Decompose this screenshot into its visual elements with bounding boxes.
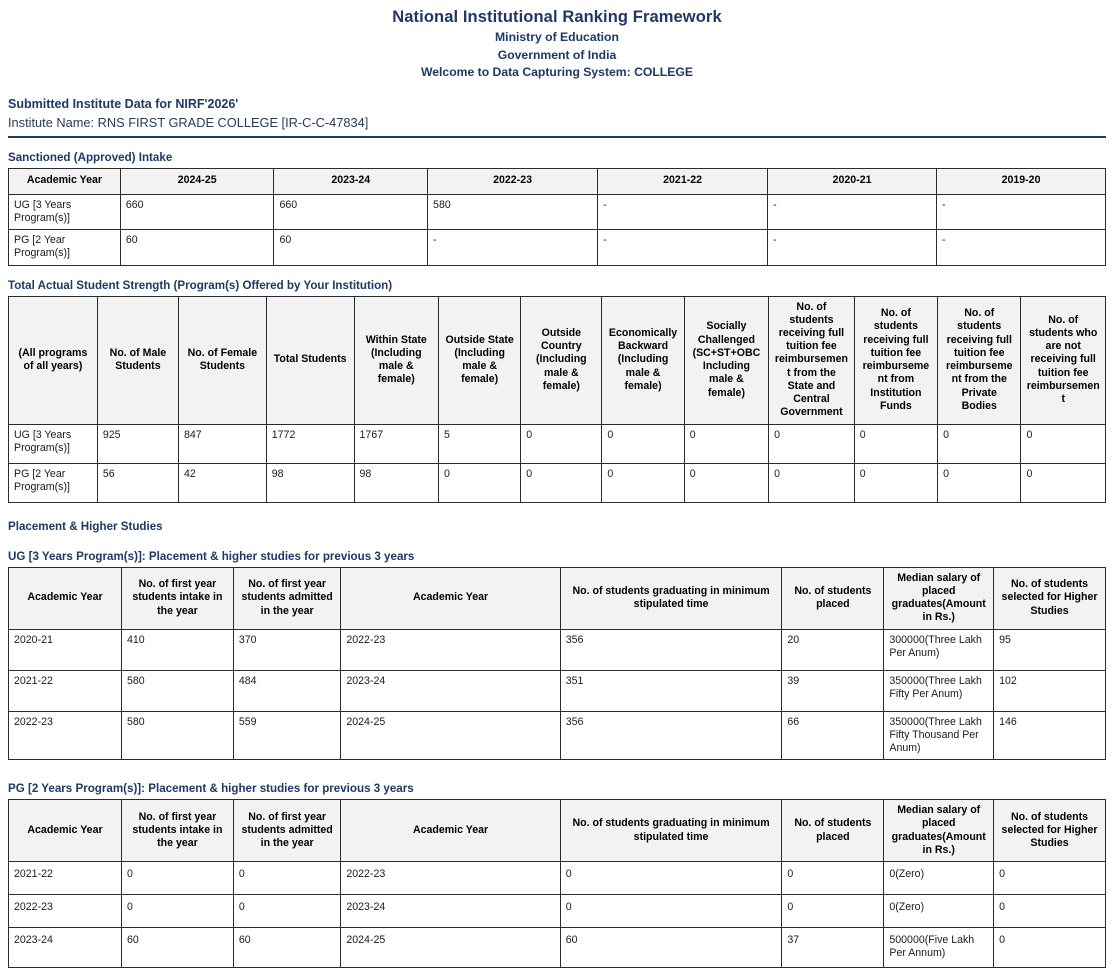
ug-placement-cell-7: 102 (994, 670, 1106, 711)
placement-section-heading: Placement & Higher Studies (8, 519, 163, 533)
strength-cell-4: 98 (354, 463, 438, 502)
pg-placement-cell-3: 2023-24 (341, 895, 560, 928)
strength-cell-9: 0 (769, 463, 855, 502)
intake-cell-5: - (768, 194, 937, 229)
pg-placement-cell-0: 2023-24 (9, 928, 122, 967)
intake-cell-1: 60 (120, 230, 274, 265)
table-row (9, 895, 1106, 928)
pg-placement-cell-1: 0 (121, 895, 233, 928)
strength-cell-1: 56 (97, 463, 178, 502)
ug-placement-cell-6: 350000(Three Lakh Fifty Per Anum) (884, 670, 994, 711)
intake-col-header-6: 2019-20 (937, 168, 1106, 194)
table-header-row (9, 296, 1106, 424)
intake-col-header-2: 2023-24 (274, 168, 428, 194)
table-row (9, 463, 1106, 502)
table-row (9, 424, 1106, 463)
pg-placement-cell-3: 2024-25 (341, 928, 560, 967)
strength-cell-7: 0 (602, 424, 684, 463)
ug-placement-cell-5: 66 (782, 711, 884, 760)
strength-col-header-5: Outside State (Including male & female) (438, 296, 520, 424)
submitted-info-block (8, 95, 1106, 137)
intake-col-header-0: Academic Year (9, 168, 121, 194)
page-title: National Institutional Ranking Framework (392, 8, 722, 26)
pg-placement-cell-4: 60 (560, 928, 782, 967)
strength-col-header-1: No. of Male Students (97, 296, 178, 424)
strength-col-header-0: (All programs of all years) (9, 296, 98, 424)
table-row (9, 629, 1106, 670)
pg-placement-cell-4: 0 (560, 862, 782, 895)
table-body (9, 862, 1106, 967)
welcome-label: Welcome to Data Capturing System: COLLEGE (420, 64, 693, 79)
strength-cell-8: 0 (684, 424, 768, 463)
table-row (9, 194, 1106, 229)
table-row (9, 711, 1106, 760)
intake-cell-3: 580 (428, 194, 598, 229)
ug-placement-cell-0: 2020-21 (9, 629, 122, 670)
pg-placement-cell-2: 0 (233, 862, 341, 895)
ug-placement-cell-1: 580 (121, 711, 233, 760)
strength-cell-11: 0 (938, 463, 1021, 502)
table-header-row (9, 567, 1106, 629)
pg-placement-cell-7: 0 (994, 928, 1106, 967)
student-strength-table (8, 296, 1106, 503)
intake-cell-1: 660 (120, 194, 274, 229)
pg-placement-cell-3: 2022-23 (341, 862, 560, 895)
intake-cell-0: UG [3 Years Program(s)] (9, 194, 121, 229)
ug-placement-col-header-1: No. of first year students intake in the year (121, 567, 233, 629)
table-header-row (9, 168, 1106, 194)
strength-cell-7: 0 (602, 463, 684, 502)
ug-placement-cell-5: 39 (782, 670, 884, 711)
ug-placement-cell-2: 559 (233, 711, 341, 760)
strength-cell-5: 0 (438, 463, 520, 502)
strength-cell-8: 0 (684, 463, 768, 502)
strength-cell-2: 42 (179, 463, 267, 502)
ug-placement-cell-0: 2021-22 (9, 670, 122, 711)
pg-placement-cell-0: 2021-22 (9, 862, 122, 895)
strength-cell-1: 925 (97, 424, 178, 463)
sanctioned-intake-table (8, 168, 1106, 266)
table-body (9, 424, 1106, 502)
intake-cell-2: 660 (274, 194, 428, 229)
strength-col-header-7: Economically Backward (Including male & female) (602, 296, 684, 424)
ug-placement-table (8, 567, 1106, 761)
pg-placement-col-header-7: No. of students selected for Higher Studies (994, 800, 1106, 862)
pg-placement-col-header-3: Academic Year (341, 800, 560, 862)
table-body (9, 629, 1106, 760)
ug-placement-col-header-0: Academic Year (9, 567, 122, 629)
pg-placement-cell-2: 0 (233, 895, 341, 928)
table-body (9, 194, 1106, 265)
intake-col-header-4: 2021-22 (598, 168, 768, 194)
pg-placement-cell-7: 0 (994, 862, 1106, 895)
pg-placement-cell-1: 0 (121, 862, 233, 895)
strength-col-header-9: No. of students receiving full tuition fee reimbursement from the State and Central Government (769, 296, 855, 424)
ug-placement-cell-0: 2022-23 (9, 711, 122, 760)
ug-placement-cell-5: 20 (782, 629, 884, 670)
ug-placement-col-header-3: Academic Year (341, 567, 560, 629)
strength-cell-4: 1767 (354, 424, 438, 463)
intake-cell-3: - (428, 230, 598, 265)
ug-placement-cell-3: 2022-23 (341, 629, 560, 670)
strength-col-header-11: No. of students receiving full tuition fee reimbursement from the Private Bodies (938, 296, 1021, 424)
strength-cell-12: 0 (1021, 463, 1106, 502)
ug-placement-col-header-2: No. of first year students admitted in the year (233, 567, 341, 629)
strength-cell-6: 0 (521, 424, 602, 463)
pg-placement-col-header-4: No. of students graduating in minimum stipulated time (560, 800, 782, 862)
strength-col-header-3: Total Students (266, 296, 354, 424)
pg-placement-col-header-6: Median salary of placed graduates(Amount in Rs.) (884, 800, 994, 862)
table-row (9, 862, 1106, 895)
pg-placement-cell-5: 0 (782, 895, 884, 928)
strength-cell-12: 0 (1021, 424, 1106, 463)
ug-placement-cell-3: 2024-25 (341, 711, 560, 760)
table-header-row (9, 800, 1106, 862)
ug-placement-cell-2: 370 (233, 629, 341, 670)
intake-cell-0: PG [2 Year Program(s)] (9, 230, 121, 265)
sanctioned-intake-heading: Sanctioned (Approved) Intake (8, 150, 173, 164)
pg-placement-cell-0: 2022-23 (9, 895, 122, 928)
strength-cell-10: 0 (854, 424, 937, 463)
strength-col-header-2: No. of Female Students (179, 296, 267, 424)
intake-col-header-1: 2024-25 (120, 168, 274, 194)
strength-col-header-4: Within State (Including male & female) (354, 296, 438, 424)
strength-cell-2: 847 (179, 424, 267, 463)
pg-placement-cell-7: 0 (994, 895, 1106, 928)
ug-placement-cell-7: 146 (994, 711, 1106, 760)
ug-placement-cell-6: 350000(Three Lakh Fifty Thousand Per Anum) (884, 711, 994, 760)
ug-placement-cell-4: 356 (560, 629, 782, 670)
pg-placement-col-header-2: No. of first year students admitted in the year (233, 800, 341, 862)
strength-col-header-10: No. of students receiving full tuition fee reimbursement from Institution Funds (854, 296, 937, 424)
strength-cell-5: 5 (438, 424, 520, 463)
pg-placement-col-header-5: No. of students placed (782, 800, 884, 862)
pg-placement-cell-6: 0(Zero) (884, 895, 994, 928)
ug-placement-heading: UG [3 Years Program(s)]: Placement & higher studies for previous 3 years (8, 549, 415, 563)
intake-cell-4: - (598, 230, 768, 265)
intake-col-header-3: 2022-23 (428, 168, 598, 194)
intake-cell-6: - (937, 194, 1106, 229)
pg-placement-heading: PG [2 Years Program(s)]: Placement & higher studies for previous 3 years (8, 782, 414, 796)
ug-placement-cell-4: 351 (560, 670, 782, 711)
intake-cell-2: 60 (274, 230, 428, 265)
pg-placement-cell-6: 500000(Five Lakh Per Annum) (884, 928, 994, 967)
ug-placement-cell-1: 410 (121, 629, 233, 670)
strength-cell-10: 0 (854, 463, 937, 502)
pg-placement-table (8, 799, 1106, 967)
ug-placement-cell-4: 356 (560, 711, 782, 760)
pg-placement-cell-1: 60 (121, 928, 233, 967)
intake-cell-4: - (598, 194, 768, 229)
strength-cell-3: 1772 (266, 424, 354, 463)
ug-placement-col-header-7: No. of students selected for Higher Studies (994, 567, 1106, 629)
strength-col-header-12: No. of students who are not receiving full tuition fee reimbursement (1021, 296, 1106, 424)
submitted-data-title: Submitted Institute Data for NIRF'2026' (8, 97, 239, 112)
table-row (9, 230, 1106, 265)
student-strength-heading: Total Actual Student Strength (Program(s) Offered by Your Institution) (8, 278, 393, 292)
strength-cell-3: 98 (266, 463, 354, 502)
pg-placement-cell-4: 0 (560, 895, 782, 928)
ug-placement-cell-6: 300000(Three Lakh Per Anum) (884, 629, 994, 670)
ug-placement-col-header-4: No. of students graduating in minimum stipulated time (560, 567, 782, 629)
intake-cell-5: - (768, 230, 937, 265)
table-row (9, 670, 1106, 711)
pg-placement-cell-2: 60 (233, 928, 341, 967)
strength-cell-0: UG [3 Years Program(s)] (9, 424, 98, 463)
ug-placement-col-header-6: Median salary of placed graduates(Amount in Rs.) (884, 567, 994, 629)
ug-placement-cell-7: 95 (994, 629, 1106, 670)
ministry-label: Ministry of Education (495, 30, 619, 45)
ug-placement-cell-1: 580 (121, 670, 233, 711)
government-label: Government of India (497, 47, 617, 62)
institute-name: Institute Name: RNS FIRST GRADE COLLEGE [IR-C-C-47834] (8, 115, 369, 131)
strength-col-header-6: Outside Country (Including male & female) (521, 296, 602, 424)
strength-cell-11: 0 (938, 424, 1021, 463)
ug-placement-cell-3: 2023-24 (341, 670, 560, 711)
strength-cell-9: 0 (769, 424, 855, 463)
pg-placement-col-header-1: No. of first year students intake in the year (121, 800, 233, 862)
strength-col-header-8: Socially Challenged (SC+ST+OBC Including male & female) (684, 296, 768, 424)
pg-placement-cell-5: 37 (782, 928, 884, 967)
pg-placement-cell-5: 0 (782, 862, 884, 895)
document-header (8, 6, 1106, 81)
ug-placement-cell-2: 484 (233, 670, 341, 711)
strength-cell-6: 0 (521, 463, 602, 502)
pg-placement-col-header-0: Academic Year (9, 800, 122, 862)
ug-placement-col-header-5: No. of students placed (782, 567, 884, 629)
intake-cell-6: - (937, 230, 1106, 265)
table-row (9, 928, 1106, 967)
strength-cell-0: PG [2 Year Program(s)] (9, 463, 98, 502)
intake-col-header-5: 2020-21 (768, 168, 937, 194)
pg-placement-cell-6: 0(Zero) (884, 862, 994, 895)
